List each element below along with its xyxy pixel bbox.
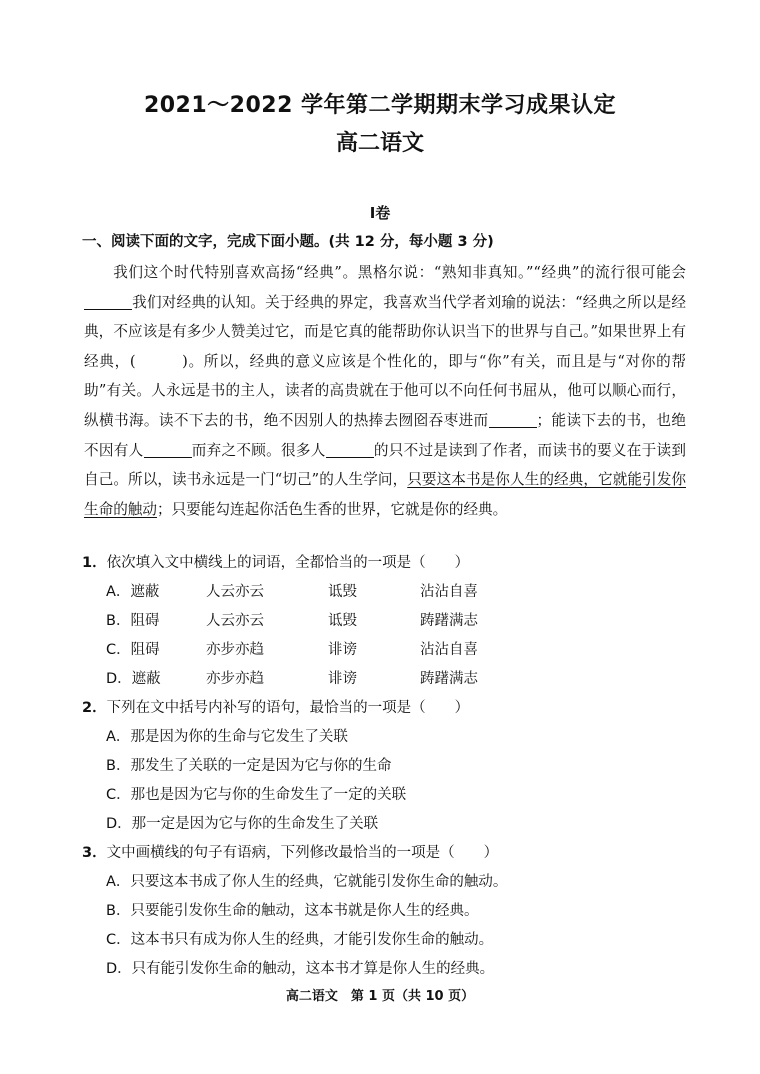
question-2: [82, 696, 469, 717]
question-stem: 依次填入文中横线上的词语，全都恰当的一项是（ ）: [106, 555, 470, 571]
option-word: 诽谤: [328, 671, 357, 687]
option-words: [106, 580, 206, 601]
question-number: 1．: [82, 555, 107, 571]
question-number: 2．: [82, 700, 107, 716]
q1-option-a: [106, 580, 540, 601]
passage-text: 我们对经典的认知。关于经典的界定，我喜欢当代学者刘瑜的说法：“经典之所以是经典，不应该是有多少人赞美过它，而是它真的能帮助你认识当下的世界与自己。”如果世界上有经典，(: [84, 293, 686, 370]
option-word: 遮蔽: [130, 584, 160, 600]
question-1: [82, 551, 469, 572]
q2-option-a: A．那是因为你的生命与它发生了关联: [106, 729, 348, 745]
option-word: 踌躇满志: [420, 671, 478, 687]
option-letter: A．: [106, 584, 131, 600]
option-word: 沾沾自喜: [420, 642, 478, 658]
underlined-sentence: 只要这本书是你人生的经典，它就能引发你生命的触动: [84, 471, 686, 518]
option-word: 人云亦云: [206, 613, 264, 629]
fill-blank-3: [144, 442, 192, 458]
option-letter: D．: [106, 671, 132, 687]
option-word: 踌躇满志: [420, 613, 478, 629]
question-3: [82, 841, 498, 862]
option-letter: B．: [106, 613, 131, 629]
fill-blank-2: [489, 412, 537, 428]
passage-text: )。所以，经典的意义应该是个性化的，即与“你”有关，而且是与“对你的帮助”有关。人永远是书的主人，读者的高贵就在于他可以不向任何书屈从，他可以顺心而行，纵横书海。读不下去的书，绝不因别人的热捧去囫囵吞枣进而: [84, 352, 686, 429]
option-words: [106, 609, 206, 630]
passage-text: 而弃之不顾。很多人: [191, 441, 326, 459]
q3-option-b: B．只要能引发你生命的触动，这本书就是你人生的经典。: [106, 903, 479, 919]
option-words: [106, 667, 206, 688]
fill-blank-1: [84, 294, 132, 310]
fill-blank-4: [326, 442, 374, 458]
option-letter: C．: [106, 642, 131, 658]
passage-text: ；能读下去的书，也绝不因有人: [84, 411, 686, 459]
exam-subject: 高二语文: [335, 131, 424, 156]
question-stem: 下列在文中括号内补写的语句，最恰当的一项是（ ）: [106, 700, 470, 716]
passage-text: ；只要能勾连起你活色生香的世界，它就是你的经典。: [156, 500, 508, 518]
passage-text: 我们这个时代特别喜欢高扬“经典”。黑格尔说：“熟知非真知。”“经典”的流行很可能会: [113, 264, 686, 281]
option-word: 亦步亦趋: [206, 642, 264, 658]
option-word: 沾沾自喜: [420, 584, 478, 600]
option-word: 亦步亦趋: [206, 671, 264, 687]
option-word: 诽谤: [328, 642, 357, 658]
q2-option-b: B．那发生了关联的一定是因为它与你的生命: [106, 758, 392, 774]
passage-paragraph: [84, 258, 686, 524]
q2-option-d: D．那一定是因为它与你的生命发生了关联: [106, 816, 379, 832]
q1-option-d: [106, 667, 540, 688]
q3-option-c: C．这本书只有成为你人生的经典，才能引发你生命的触动。: [106, 932, 494, 948]
part-label: Ⅰ卷: [369, 204, 391, 222]
q1-option-b: [106, 609, 540, 630]
q3-option-d: D．只有能引发你生命的触动，这本书才算是你人生的经典。: [106, 961, 495, 977]
exam-title: 2021～2022 学年第二学期期末学习成果认定: [143, 93, 617, 118]
option-word: 诋毁: [328, 584, 357, 600]
page-footer: 高二语文 第 1 页（共 10 页）: [285, 989, 475, 1004]
question-number: 3．: [82, 845, 107, 861]
option-word: 阻碍: [130, 613, 160, 629]
q1-option-c: [106, 638, 540, 659]
question-stem: 文中画横线的句子有语病，下列修改最恰当的一项是（ ）: [106, 845, 499, 861]
q3-option-a: A．只要这本书成了你人生的经典，它就能引发你生命的触动。: [106, 874, 508, 890]
option-words: [106, 638, 206, 659]
option-word: 遮蔽: [131, 671, 161, 687]
section-heading: 一、阅读下面的文字，完成下面小题。(共 12 分，每小题 3 分): [82, 234, 494, 250]
option-word: 诋毁: [328, 613, 357, 629]
passage-text: 的只不过是读到了作者，而读书的要义在于读到自己。所以，读书永远是一门“切己”的人生学问，: [84, 441, 686, 489]
option-word: 阻碍: [130, 642, 160, 658]
reading-passage: [84, 258, 686, 524]
option-word: 人云亦云: [206, 584, 264, 600]
q2-option-c: C．那也是因为它与你的生命发生了一定的关联: [106, 787, 407, 803]
